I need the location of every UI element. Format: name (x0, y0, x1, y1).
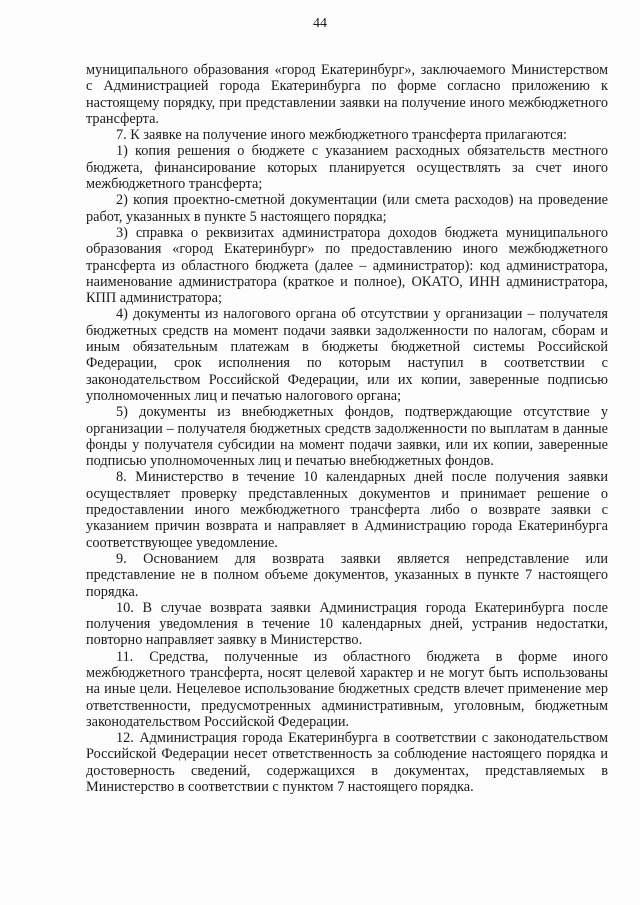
paragraph-subitem-5: 5) документы из внебюджетных фондов, подтверждающие отсутствие у организации – получателя бюджетных средств задолженности по выплатам в данные фонды у получателя субсидии на момент подачи заявки, или их копии, заверенные подписью уполномоченных лиц и печатью внебюджетных фондов. (86, 404, 608, 470)
paragraph-item-12: 12. Администрация города Екатеринбурга в соответствии с законодательством Российской Федерации несет ответственность за соблюдение настоящего порядка и достоверность сведений, содержащихся в документах, представляемых в Министерство в соответствии с пунктом 7 настоящего порядка. (86, 730, 608, 796)
paragraph-continuation: муниципального образования «город Екатеринбург», заключаемого Министерством с Администрацией города Екатеринбурга по форме согласно приложению к настоящему порядку, при представлении заявки на получение иного межбюджетного трансферта. (86, 62, 608, 127)
paragraph-item-11: 11. Средства, полученные из областного бюджета в форме иного межбюджетного трансферта, носят целевой характер и не могут быть использованы на иные цели. Нецелевое использование бюджетных средств влечет применение мер ответственности, предусмотренных административным, уголовным, бюджетным законодательством Российской Федерации. (86, 648, 608, 730)
document-body (86, 62, 608, 795)
paragraph-item-10: 10. В случае возврата заявки Администрация города Екатеринбурга после получения уведомления в течение 10 календарных дней, устранив недостатки, повторно направляет заявку в Министерство. (86, 599, 608, 649)
paragraph-subitem-1: 1) копия решения о бюджете с указанием расходных обязательств местного бюджета, финансирование которых планируется осуществлять за счет иного межбюджетного трансферта; (86, 143, 608, 193)
page-number: 44 (313, 16, 327, 31)
paragraph-subitem-3: 3) справка о реквизитах администратора доходов бюджета муниципального образования «город Екатеринбург» по предоставлению иного межбюджетного трансферта из областного бюджета (далее – администратор): код администратора, наименование администратора (краткое и полное), ОКАТО, ИНН администратора, КПП администратора; (86, 224, 608, 307)
paragraph-item-9: 9. Основанием для возврата заявки является непредставление или представление не в полном объеме документов, указанных в пункте 7 настоящего порядка. (86, 550, 608, 600)
paragraph-subitem-4: 4) документы из налогового органа об отсутствии у организации – получателя бюджетных средств на момент подачи заявки задолженности по налогам, сборам и иным обязательным платежам в бюджеты бюджетной системы Российской Федерации, срок исполнения по которым наступил в соответствии с законодательством Российской Федерации, или их копии, заверенные подписью уполномоченных лиц и печатью налогового органа; (86, 306, 608, 404)
paragraph-subitem-2: 2) копия проектно-сметной документации (или смета расходов) на проведение работ, указанных в пункте 5 настоящего порядка; (86, 192, 608, 225)
paragraph-item-8: 8. Министерство в течение 10 календарных дней после получения заявки осуществляет проверку представленных документов и принимает решение о предоставлении иного межбюджетного трансферта либо о возврате заявки с указанием причин возврата и направляет в Администрацию города Екатеринбурга соответствующее уведомление. (86, 469, 608, 551)
paragraph-item-7: 7. К заявке на получение иного межбюджетного трансферта прилагаются: (116, 127, 567, 144)
